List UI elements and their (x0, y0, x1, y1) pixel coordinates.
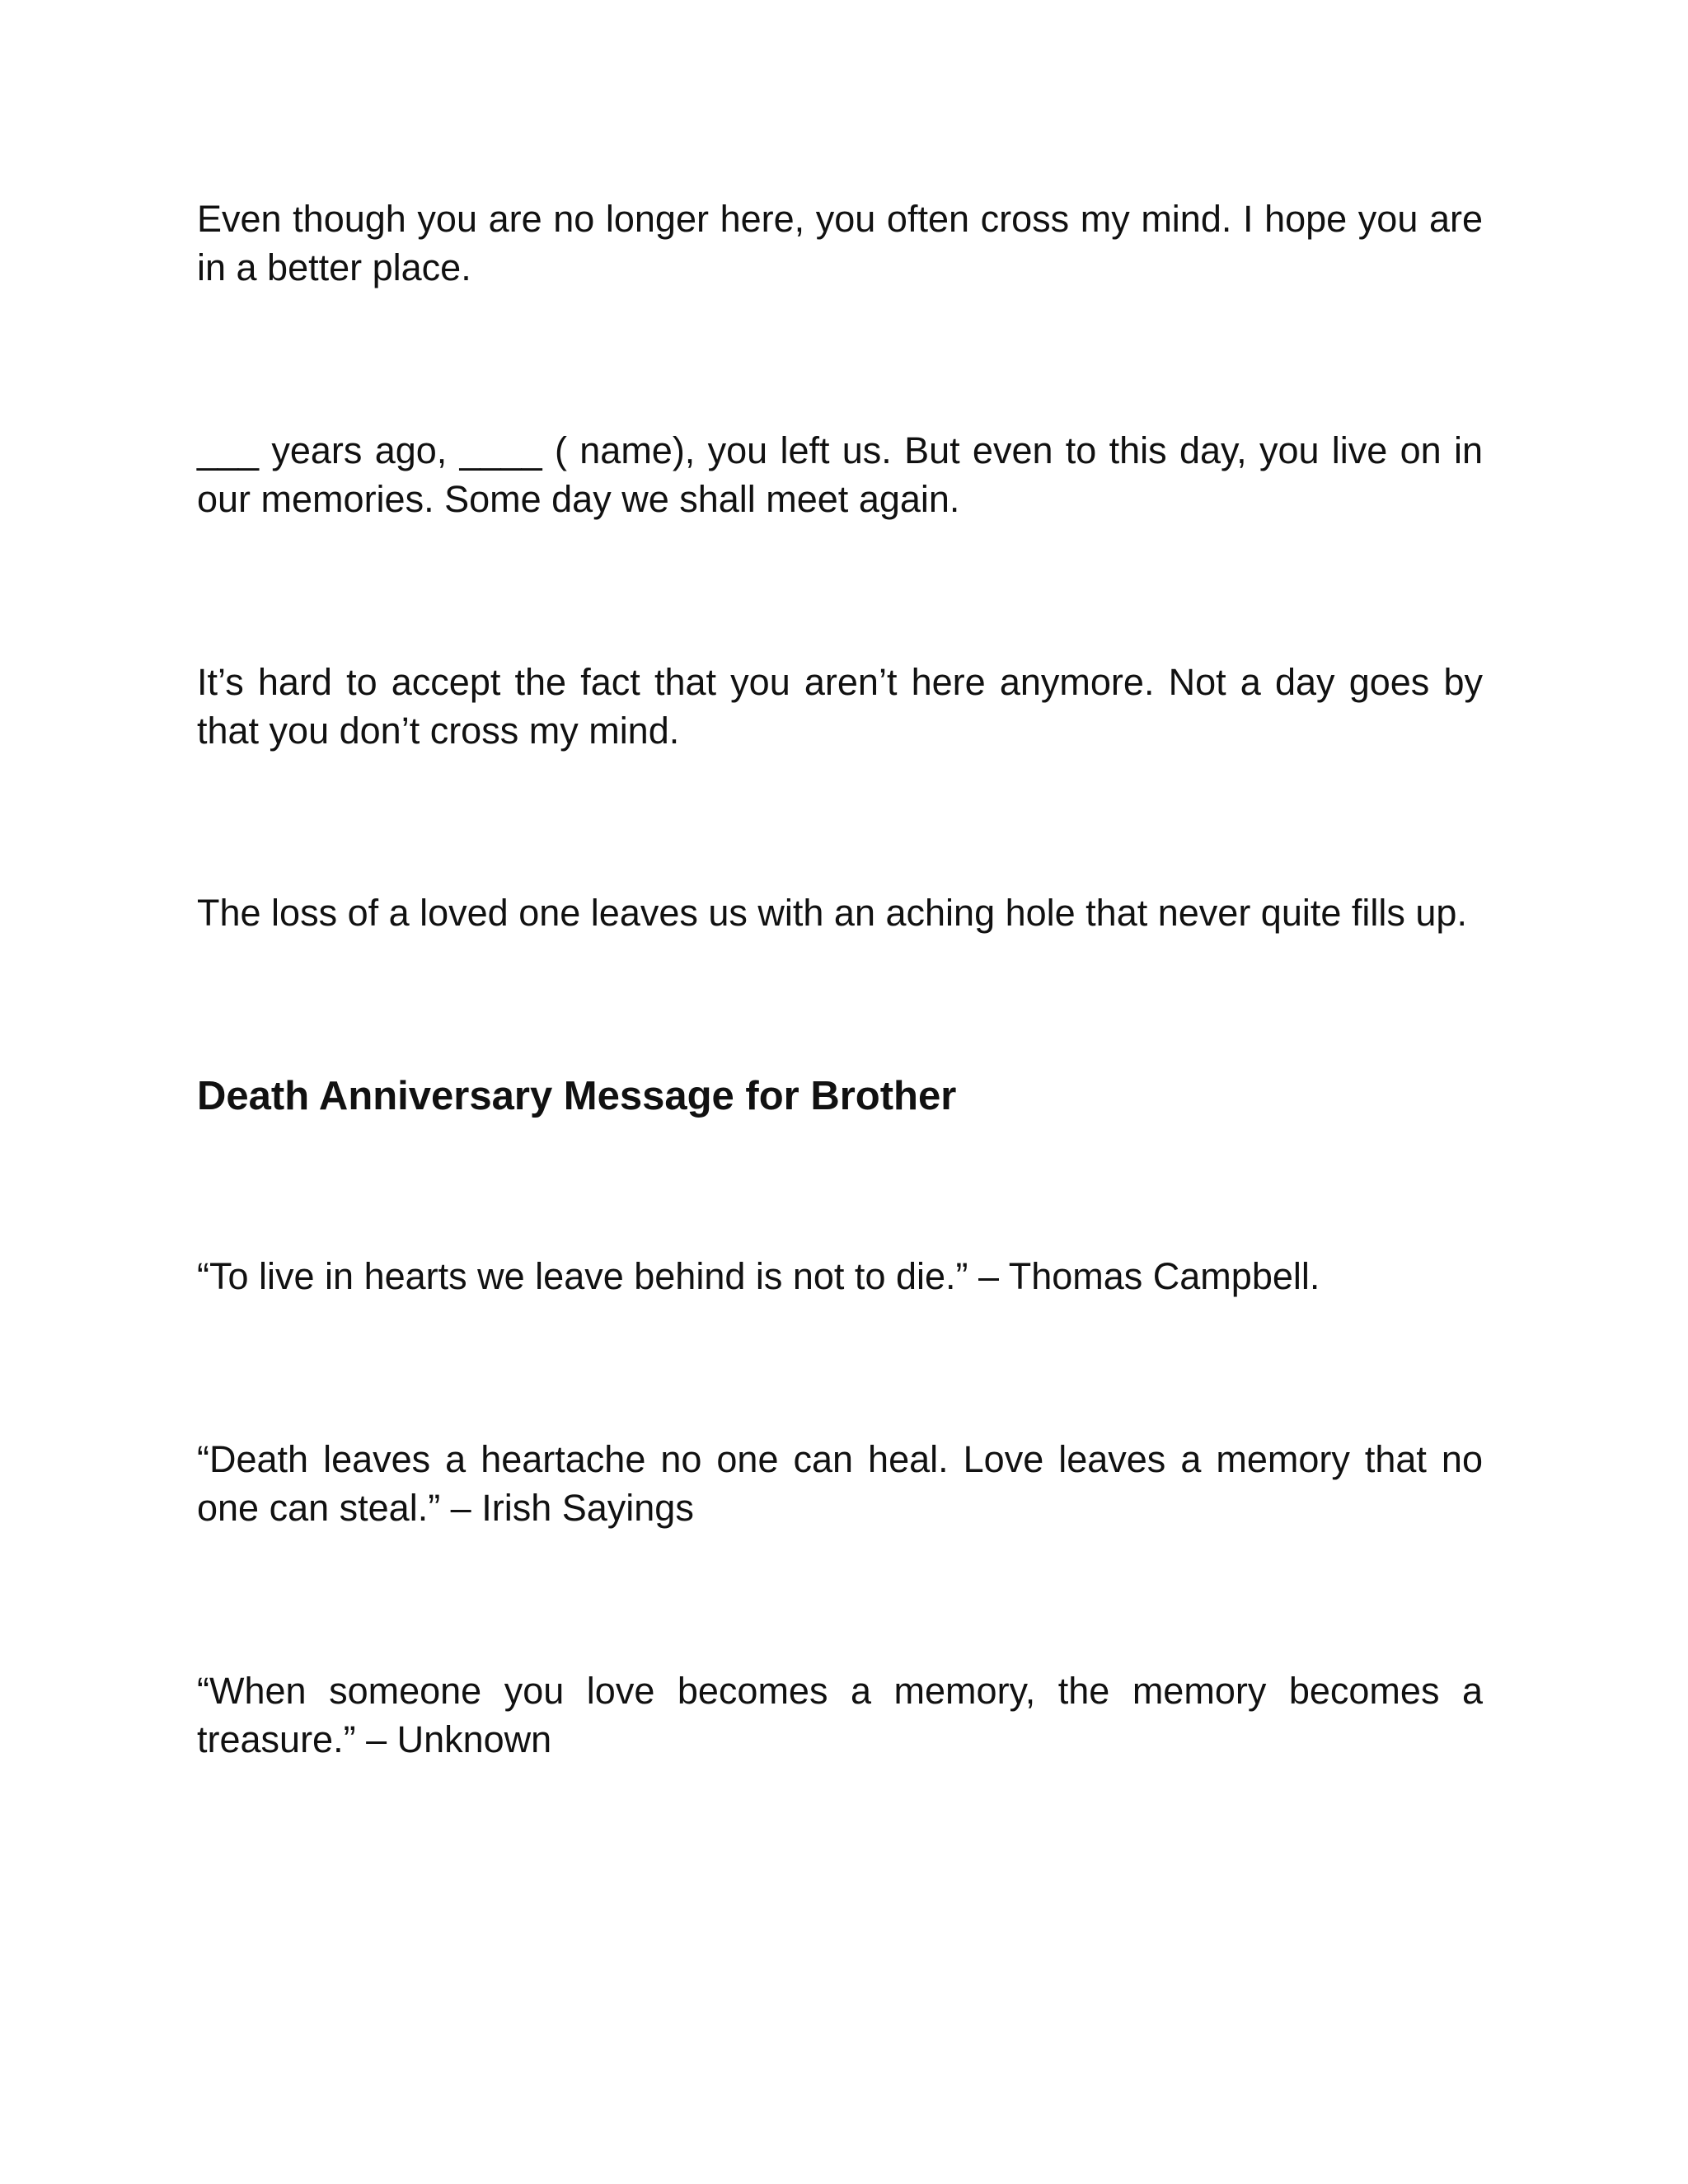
message-paragraph: Even though you are no longer here, you often cross my mind. I hope you are in a better place. (197, 198, 1483, 288)
quote-paragraph: “When someone you love becomes a memory, the memory becomes a treasure.” – Unknown (197, 1670, 1483, 1760)
quote-paragraph: “To live in hearts we leave behind is not to die.” – Thomas Campbell. (197, 1255, 1320, 1297)
section-heading: Death Anniversary Message for Brother (197, 1074, 957, 1118)
message-paragraph: The loss of a loved one leaves us with an aching hole that never quite fills up. (197, 892, 1467, 934)
quote-paragraph: “Death leaves a heartache no one can heal. Love leaves a memory that no one can steal.” – Irish Sayings (197, 1438, 1483, 1529)
message-paragraph: ___ years ago, ____ ( name), you left us. But even to this day, you live on in our memories. Some day we shall meet again. (197, 429, 1483, 520)
message-paragraph: It’s hard to accept the fact that you aren’t here anymore. Not a day goes by that you don’t cross my mind. (197, 661, 1483, 752)
